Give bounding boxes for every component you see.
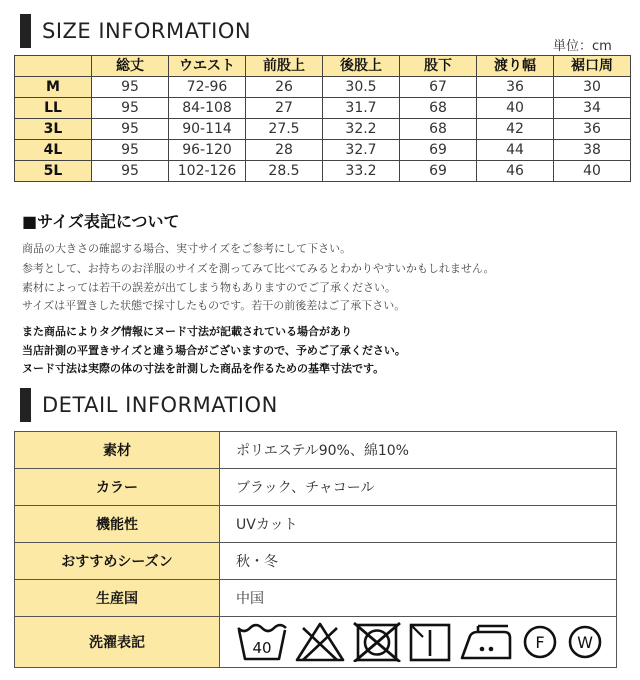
size-cell: 34 [554,98,631,119]
wet-clean-w-icon [566,622,604,662]
detail-row [15,580,617,617]
size-section-title: SIZE INFORMATION [42,19,252,43]
size-cell: 42 [477,119,554,140]
size-column-header: 前股上 [246,56,323,77]
detail-label: 素材 [15,432,220,469]
size-row [15,77,631,98]
size-cell: 33.2 [323,161,400,182]
section-marker [20,388,31,422]
detail-value: ブラック、チャコール [220,469,617,506]
wet-clean-letter: W [577,633,593,652]
size-row [15,98,631,119]
size-column-header: 後股上 [323,56,400,77]
size-cell: 28 [246,140,323,161]
detail-label: 生産国 [15,580,220,617]
care-symbols [220,617,617,668]
note-line: 素材によっては若干の誤差が出てしまう物もありますのでご了承ください。 [22,281,396,294]
size-header-blank [15,56,92,77]
size-cell: 95 [92,119,169,140]
size-cell: 95 [92,98,169,119]
size-cell: 96-120 [169,140,246,161]
size-row-label: LL [15,98,92,119]
size-cell: 36 [477,77,554,98]
wash-temp-text: 40 [252,639,272,657]
unit-label: 単位：cm [553,39,612,54]
size-column-header: 総丈 [92,56,169,77]
size-cell: 102-126 [169,161,246,182]
size-cell: 90-114 [169,119,246,140]
detail-value: 秋・冬 [220,543,617,580]
size-column-header: 裾口周 [554,56,631,77]
no-tumble-dry-icon [352,622,402,662]
detail-section-title: DETAIL INFORMATION [42,393,278,417]
wash-tub-40-icon [236,622,288,662]
size-notes-heading: ■サイズ表記について [22,212,180,231]
dry-clean-letter: F [535,633,545,652]
size-cell: 36 [554,119,631,140]
size-cell: 40 [477,98,554,119]
section-marker [20,14,31,48]
size-cell: 95 [92,77,169,98]
size-row [15,140,631,161]
size-cell: 28.5 [246,161,323,182]
nude-size-note: また商品によりタグ情報にヌード寸法が記載されている場合があり [22,325,352,338]
size-cell: 38 [554,140,631,161]
size-cell: 32.7 [323,140,400,161]
note-line: 参考として、お持ちのお洋服のサイズを測ってみて比べてみるとわかりやすいかもしれません。 [22,262,495,275]
note-line: 商品の大きさの確認する場合、実寸サイズをご参考にして下さい。 [22,242,352,255]
detail-label: おすすめシーズン [15,543,220,580]
detail-row [15,506,617,543]
size-column-header: 股下 [400,56,477,77]
size-column-header: 渡り幅 [477,56,554,77]
size-cell: 69 [400,161,477,182]
size-table-header [15,56,631,77]
size-row [15,161,631,182]
size-cell: 32.2 [323,119,400,140]
size-row [15,119,631,140]
size-cell: 95 [92,161,169,182]
size-row-label: M [15,77,92,98]
size-cell: 30.5 [323,77,400,98]
size-cell: 46 [477,161,554,182]
size-cell: 31.7 [323,98,400,119]
line-dry-shade-icon [409,622,451,662]
size-cell: 84-108 [169,98,246,119]
size-column-header: ウエスト [169,56,246,77]
detail-label: 機能性 [15,506,220,543]
size-cell: 95 [92,140,169,161]
size-cell: 44 [477,140,554,161]
size-cell: 72-96 [169,77,246,98]
detail-value: 中国 [220,580,617,617]
detail-row [15,469,617,506]
size-row-label: 4L [15,140,92,161]
detail-label: カラー [15,469,220,506]
detail-row [15,432,617,469]
note-line: サイズは平置きした状態で採寸したものです。若干の前後差はご了承下さい。 [22,299,406,312]
care-row [15,617,617,668]
iron-medium-icon [458,622,514,662]
size-row-label: 3L [15,119,92,140]
size-cell: 27 [246,98,323,119]
size-cell: 68 [400,98,477,119]
size-cell: 40 [554,161,631,182]
size-cell: 67 [400,77,477,98]
detail-table [14,431,617,668]
nude-size-note: ヌード寸法は実際の体の寸法を計測した商品を作るための基準寸法です。 [22,362,385,375]
size-cell: 69 [400,140,477,161]
size-cell: 27.5 [246,119,323,140]
size-cell: 30 [554,77,631,98]
nude-size-note: 当店計測の平置きサイズと違う場合がございますので、予めご了承ください。 [22,344,406,357]
detail-value: UVカット [220,506,617,543]
detail-row [15,543,617,580]
size-cell: 26 [246,77,323,98]
size-cell: 68 [400,119,477,140]
no-bleach-icon [295,622,345,662]
dry-clean-f-icon [521,622,559,662]
detail-value: ポリエステル90%、綿10% [220,432,617,469]
care-label: 洗濯表記 [15,617,220,668]
size-table [14,55,631,182]
size-row-label: 5L [15,161,92,182]
